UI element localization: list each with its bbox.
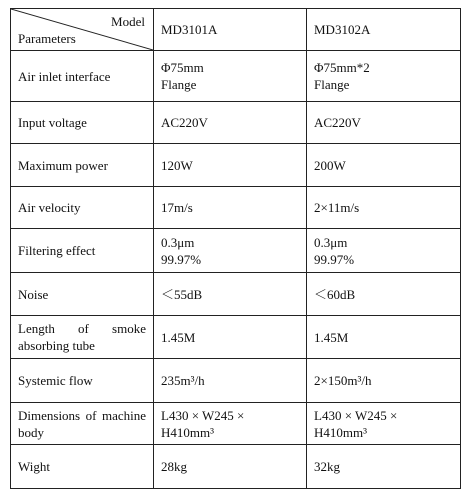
value-cell: 235m³/h <box>154 359 307 403</box>
row-label: Dimensions of machine body <box>11 403 154 445</box>
table-row <box>11 359 461 403</box>
value-line: Φ75mm*2 <box>314 60 370 75</box>
value-cell: 200W <box>307 144 461 187</box>
value-line: Flange <box>161 77 197 92</box>
value-cell: 17m/s <box>154 187 307 229</box>
model-parameters-corner-cell <box>11 9 154 51</box>
row-label: Length of smoke absorbing tube <box>11 316 154 359</box>
value-cell: AC220V <box>154 102 307 144</box>
value-cell: 28kg <box>154 445 307 489</box>
table-row <box>11 51 461 102</box>
value-cell: 1.45M <box>307 316 461 359</box>
table-row <box>11 144 461 187</box>
value-cell: ＜60dB <box>307 273 461 316</box>
parameters-heading: Parameters <box>18 31 76 46</box>
row-label: Noise <box>11 273 154 316</box>
table-row <box>11 187 461 229</box>
value-cell <box>307 229 461 273</box>
value-line: H410mm³ <box>161 424 215 440</box>
table-row <box>11 102 461 144</box>
value-cell: 2×11m/s <box>307 187 461 229</box>
table-header-row <box>11 9 461 51</box>
value-line: L430 × W245 × <box>314 407 398 423</box>
row-label: Air velocity <box>11 187 154 229</box>
value-cell: AC220V <box>307 102 461 144</box>
row-label: Input voltage <box>11 102 154 144</box>
value-cell <box>307 51 461 102</box>
value-cell: 1.45M <box>154 316 307 359</box>
row-label: Filtering effect <box>11 229 154 273</box>
row-label: Wight <box>11 445 154 489</box>
table-row <box>11 273 461 316</box>
value-line: 0.3μm <box>314 234 348 250</box>
model-md3101a-heading: MD3101A <box>154 9 307 51</box>
row-label: Maximum power <box>11 144 154 187</box>
table-row <box>11 445 461 489</box>
table-row <box>11 403 461 445</box>
table-row <box>11 316 461 359</box>
value-line: L430 × W245 × <box>161 407 245 423</box>
value-line: 99.97% <box>314 251 355 267</box>
model-heading: Model <box>111 14 145 29</box>
model-md3102a-heading: MD3102A <box>307 9 461 51</box>
value-cell: 120W <box>154 144 307 187</box>
value-cell: 2×150m³/h <box>307 359 461 403</box>
value-cell <box>307 403 461 445</box>
value-cell <box>154 403 307 445</box>
row-label: Systemic flow <box>11 359 154 403</box>
table-row <box>11 229 461 273</box>
value-cell: ＜55dB <box>154 273 307 316</box>
value-line: Φ75mm <box>161 60 204 75</box>
value-line: 99.97% <box>161 251 202 267</box>
value-line: 0.3μm <box>161 234 195 250</box>
value-cell <box>154 229 307 273</box>
value-line: H410mm³ <box>314 424 368 440</box>
value-cell: 32kg <box>307 445 461 489</box>
row-label: Air inlet interface <box>11 51 154 102</box>
value-line: Flange <box>314 77 350 92</box>
value-cell <box>154 51 307 102</box>
specifications-table <box>10 8 461 489</box>
